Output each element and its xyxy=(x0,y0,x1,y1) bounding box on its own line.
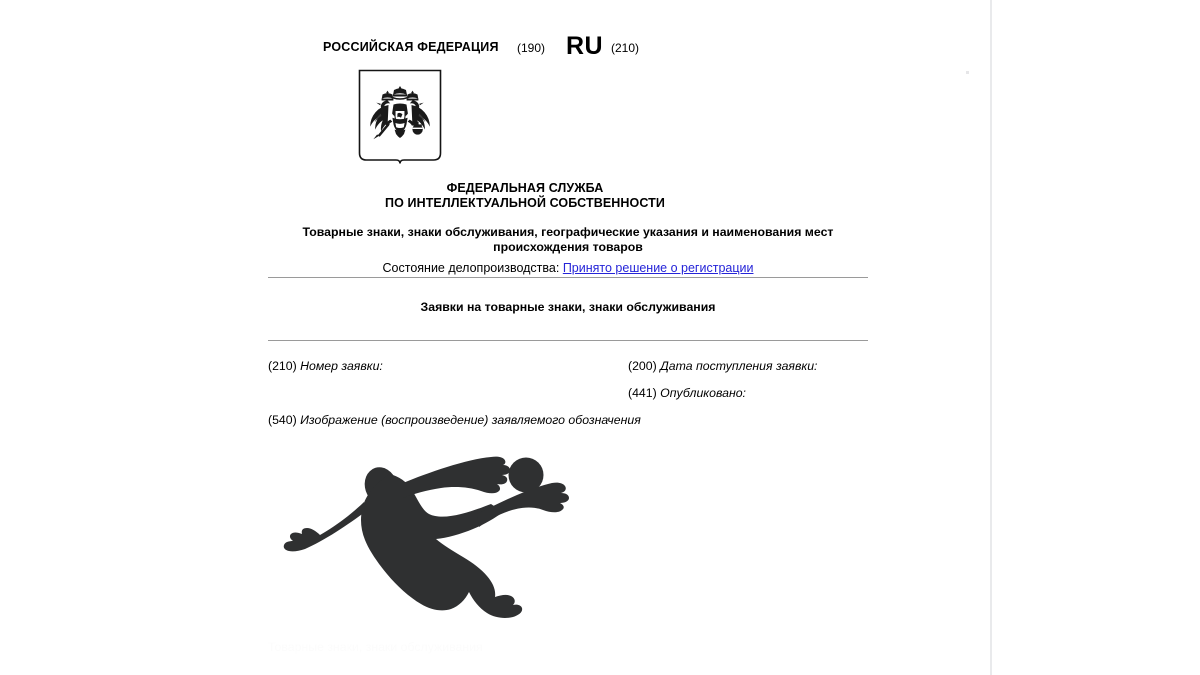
field-label-application-number: Номер заявки: xyxy=(300,359,383,373)
agency-title xyxy=(268,181,782,210)
inid-code-210: (210) xyxy=(268,359,297,373)
cut-off-footer-text: Товарные знаки, знаки обслуживания xyxy=(268,640,483,654)
ip-object-kinds-heading: Товарные знаки, знаки обслуживания, географические указания и наименования мест происхождения товаров xyxy=(302,225,834,254)
agency-title-line1: ФЕДЕРАЛЬНАЯ СЛУЖБА xyxy=(446,181,604,195)
case-status-link[interactable]: Принято решение о регистрации xyxy=(562,261,754,275)
field-label-filing-date: Дата поступления заявки: xyxy=(660,359,818,373)
divider-rule-bottom xyxy=(268,340,868,341)
agency-title-line2: ПО ИНТЕЛЛЕКТУАЛЬНОЙ СОБСТВЕННОСТИ xyxy=(385,195,665,210)
case-status-label: Состояние делопроизводства: xyxy=(382,261,560,275)
inid-code-190: (190) xyxy=(517,41,546,55)
country-code-ru: RU xyxy=(566,32,604,60)
inid-code-441: (441) xyxy=(628,386,657,400)
document-header xyxy=(268,32,868,66)
russian-coat-of-arms-icon xyxy=(358,69,442,165)
inid-code-200: (200) xyxy=(628,359,657,373)
field-filing-date xyxy=(628,359,817,374)
field-label-published: Опубликовано: xyxy=(660,386,746,400)
inid-code-210-header: (210) xyxy=(611,41,640,55)
inid-code-540: (540) xyxy=(268,413,297,427)
section-title: Заявки на товарные знаки, знаки обслуживания xyxy=(420,300,716,314)
divider-rule-top xyxy=(268,277,868,278)
field-label-mark-image: Изображение (воспроизведение) заявляемого обозначения xyxy=(300,413,641,427)
page-artifact-speck xyxy=(966,71,969,74)
case-status-line xyxy=(268,261,868,276)
field-mark-image xyxy=(268,413,641,428)
field-application-number xyxy=(268,359,383,374)
country-name: РОССИЙСКАЯ ФЕДЕРАЦИЯ xyxy=(323,40,499,54)
right-pane-divider xyxy=(990,0,992,675)
field-published xyxy=(628,386,746,401)
trademark-image xyxy=(281,452,583,626)
